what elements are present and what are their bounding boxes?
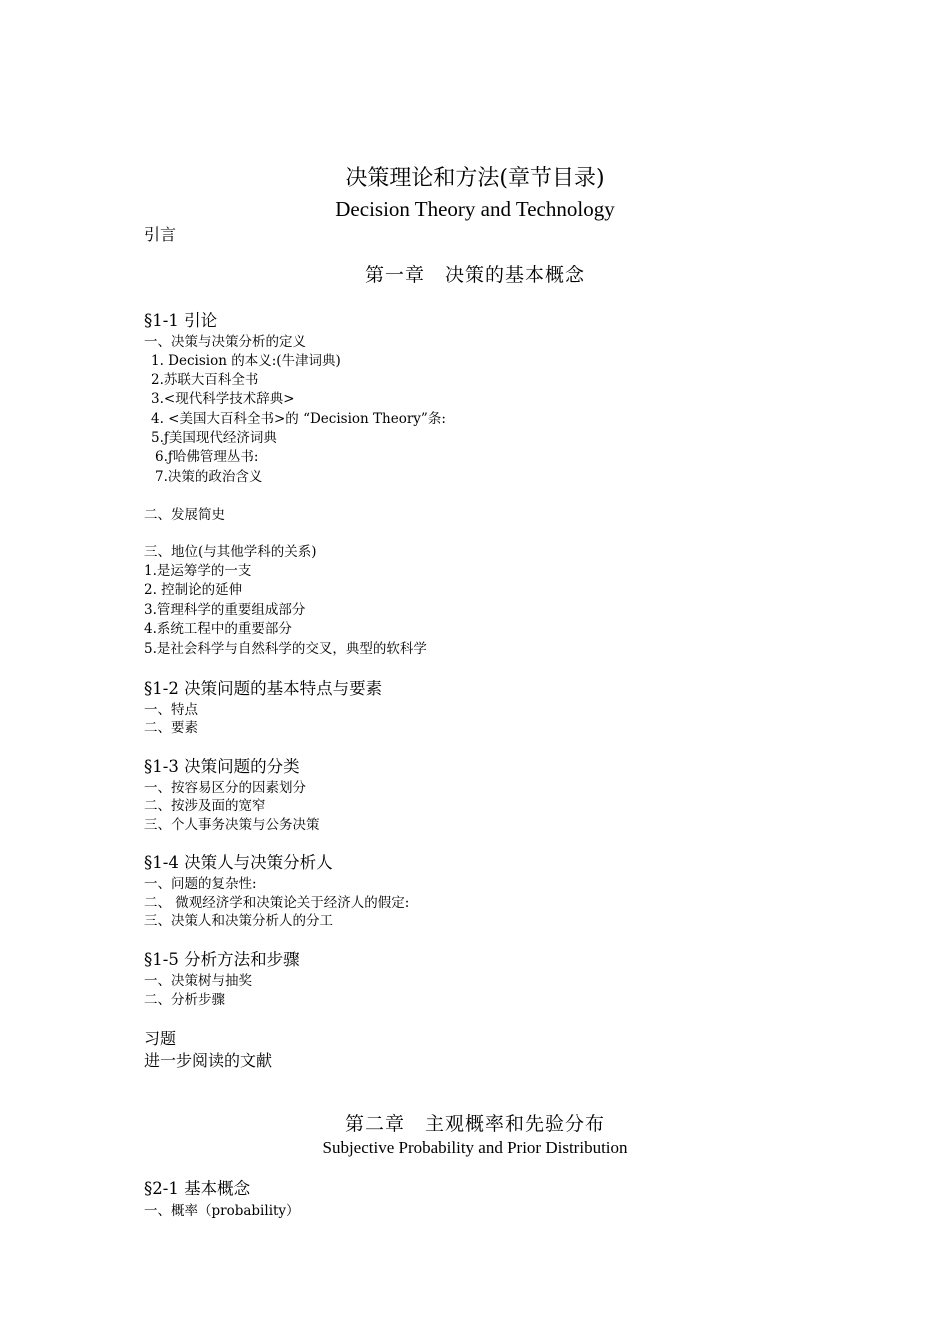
list-item: 6.ƒ哈佛管理丛书: xyxy=(155,449,259,465)
list-item: 1. Decision 的本义:(牛津词典) xyxy=(151,353,341,369)
list-item: 7.决策的政治含义 xyxy=(155,469,263,485)
list-item: 5.ƒ美国现代经济词典 xyxy=(151,430,277,446)
list-item: 一、决策与决策分析的定义 xyxy=(144,334,306,350)
list-item: 二、发展简史 xyxy=(144,507,225,523)
intro-heading: 引言 xyxy=(144,225,177,244)
chapter2-title-english: Subjective Probability and Prior Distribution xyxy=(322,1138,628,1157)
list-item: 一、按容易区分的因素划分 xyxy=(144,780,306,796)
list-item: 3.<现代科学技术辞典> xyxy=(151,391,295,407)
list-item: 三、个人事务决策与公务决策 xyxy=(144,817,320,833)
list-item: 一、概率（probability） xyxy=(144,1203,300,1219)
list-item: 一、特点 xyxy=(144,702,198,718)
section-1-5-heading: §1-5 分析方法和步骤 xyxy=(144,950,300,969)
list-item: 1.是运筹学的一支 xyxy=(144,563,252,579)
chapter2-title: 第二章 主观概率和先验分布 xyxy=(344,1113,605,1135)
list-item: 2.苏联大百科全书 xyxy=(151,372,259,388)
document-title: 决策理论和方法(章节目录) xyxy=(345,166,605,191)
list-item: 三、地位(与其他学科的关系) xyxy=(144,544,317,560)
section-2-1-heading: §2-1 基本概念 xyxy=(144,1179,251,1198)
list-item: 3.管理科学的重要组成部分 xyxy=(144,602,306,618)
section-1-4-heading: §1-4 决策人与决策分析人 xyxy=(144,853,333,872)
list-item: 2. 控制论的延伸 xyxy=(144,582,243,598)
chapter1-title: 第一章 决策的基本概念 xyxy=(364,264,585,286)
exercises-heading: 习题 xyxy=(144,1029,177,1048)
list-item: 一、决策树与抽奖 xyxy=(144,973,252,989)
section-1-3-heading: §1-3 决策问题的分类 xyxy=(144,757,300,776)
section-1-1-heading: §1-1 引论 xyxy=(144,311,218,330)
further-reading-heading: 进一步阅读的文献 xyxy=(144,1051,273,1070)
list-item: 二、分析步骤 xyxy=(144,992,225,1008)
list-item: 5.是社会科学与自然科学的交叉，典型的软科学 xyxy=(144,641,427,657)
section-1-2-heading: §1-2 决策问题的基本特点与要素 xyxy=(144,679,383,698)
document-title-english: Decision Theory and Technology xyxy=(335,197,615,221)
list-item: 4.系统工程中的重要部分 xyxy=(144,621,292,637)
list-item: 二、要素 xyxy=(144,720,198,736)
list-item: 三、决策人和决策分析人的分工 xyxy=(144,913,333,929)
list-item: 4. <美国大百科全书>的 “Decision Theory”条: xyxy=(151,411,446,427)
list-item: 二、按涉及面的宽窄 xyxy=(144,798,266,814)
list-item: 一、问题的复杂性: xyxy=(144,876,257,892)
list-item: 二、 微观经济学和决策论关于经济人的假定: xyxy=(144,895,410,911)
